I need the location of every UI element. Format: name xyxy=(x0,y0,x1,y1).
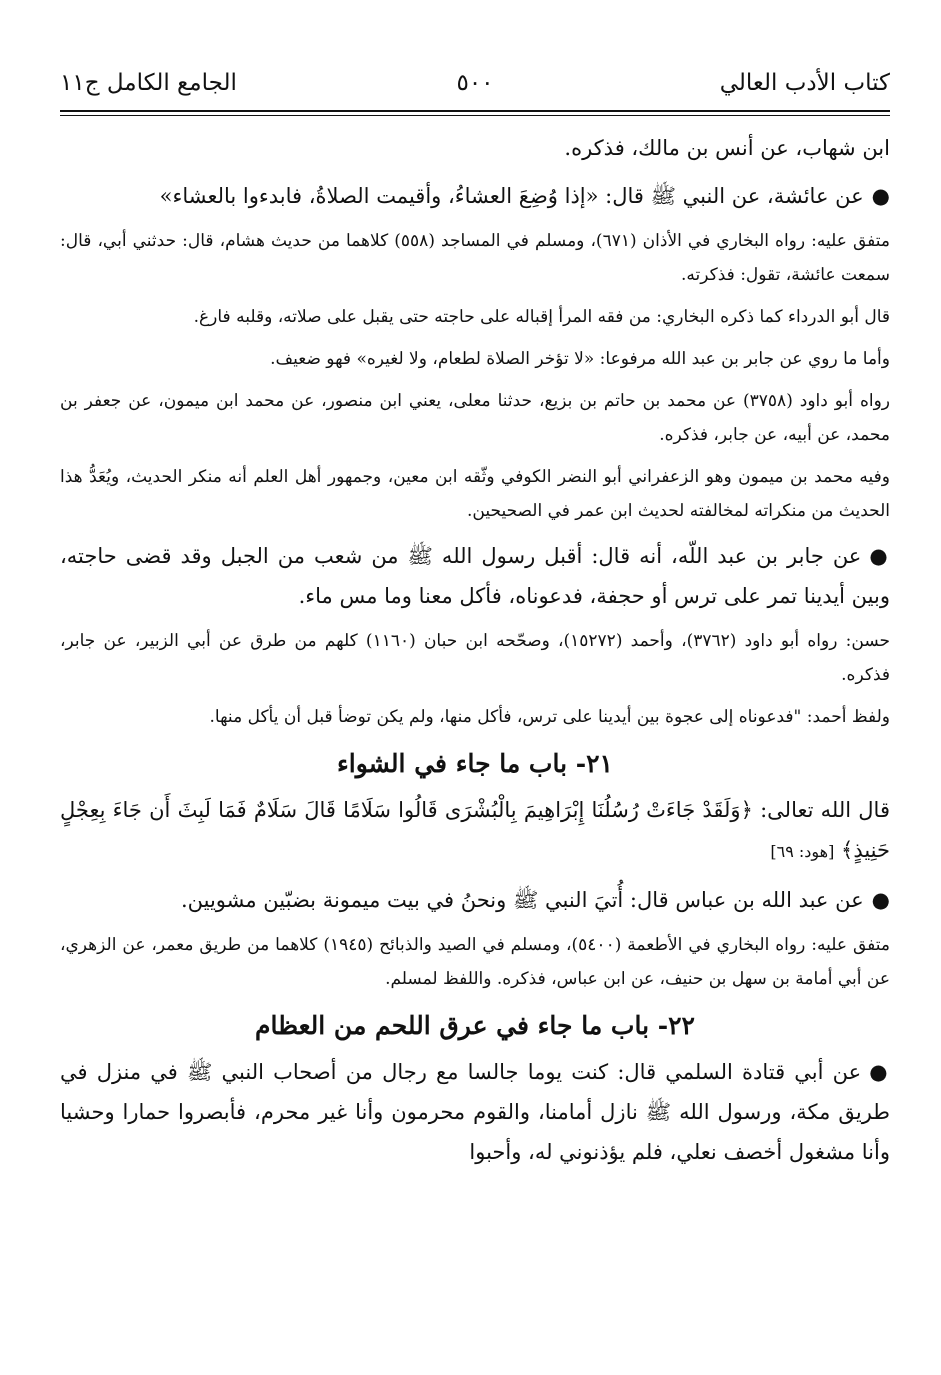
volume-title: الجامع الكامل ج١١ xyxy=(60,70,237,96)
note-paragraph: وأما ما روي عن جابر بن عبد الله مرفوعا: «لا تؤخر الصلاة لطعام، ولا لغيره» فهو ضعيف. xyxy=(270,349,890,369)
bullet-icon: ● xyxy=(871,184,890,208)
header-rule-thin xyxy=(60,115,890,116)
book-title: كتاب الأدب العالي xyxy=(719,70,890,96)
hadith-text: عن أبي قتادة السلمي قال: كنت يوما جالسا مع رجال من أصحاب النبي ﷺ في منزل في طريق مكة، ورسول الله ﷺ نازل أمامنا، والقوم محرمون وأنا غير محرم، فأبصروا حمارا وحشيا وأنا مشغول أخصف نعلي، فلم يؤذنوني له، وأحبوا xyxy=(60,1060,890,1164)
page-header xyxy=(60,62,890,102)
note-paragraph: حسن: رواه أبو داود (٣٧٦٢)، وأحمد (١٥٢٧٢)، وصحّحه ابن حبان (١١٦٠) كلهم من طرق عن أبي الزبير، عن جابر، فذكره. xyxy=(60,631,890,685)
note-paragraph: رواه أبو داود (٣٧٥٨) عن محمد بن حاتم بن بزيع، حدثنا معلى، يعني ابن منصور، عن محمد ابن ميمون، عن جعفر بن محمد، عن أبيه، عن جابر، فذكره. xyxy=(60,391,890,445)
bullet-icon: ● xyxy=(869,544,890,568)
verse-text: قال الله تعالى: ﴿وَلَقَدْ جَاءَتْ رُسُلُنَا إِبْرَاهِيمَ بِالْبُشْرَى قَالُوا سَلَامًا قَالَ سَلَامٌ فَمَا لَبِثَ أَن جَاءَ بِعِجْلٍ حَنِيذٍ﴾ xyxy=(60,798,890,862)
bullet-icon: ● xyxy=(871,888,890,912)
hadith-paragraph xyxy=(60,536,890,616)
note-paragraph: وفيه محمد بن ميمون وهو الزعفراني أبو النضر الكوفي وثّقه ابن معين، وجمهور أهل العلم أنه منكر الحديث، ويُعَدُّ هذا الحديث من منكراته لمخالفته لحديث ابن عمر في الصحيحين. xyxy=(60,467,890,521)
hadith-paragraph xyxy=(60,1052,890,1172)
hadith-paragraph xyxy=(60,880,890,920)
hadith-text: عن عبد الله بن عباس قال: أُتيَ النبي ﷺ ونحنُ في بيت ميمونة بضبّين مشويين. xyxy=(180,888,864,912)
header-rule-thick xyxy=(60,110,890,112)
page-number: ٥٠٠ xyxy=(456,70,494,96)
note-paragraph: متفق عليه: رواه البخاري في الأطعمة (٥٤٠٠)، ومسلم في الصيد والذبائح (١٩٤٥) كلاهما من طريق معمر، عن الزهري، عن أبي أمامة بن سهل بن حنيف، عن ابن عباس، فذكره. واللفظ لمسلم. xyxy=(60,935,891,989)
verse-paragraph xyxy=(60,790,890,872)
page-content xyxy=(60,128,890,1172)
note-paragraph: ولفظ أحمد: "فدعوناه إلى عجوة بين أيدينا على ترس، فأكل منها، ولم يكن توضأ قبل أن يأكل منها. xyxy=(209,707,890,727)
verse-source: [هود: ٦٩] xyxy=(770,842,835,861)
book-page xyxy=(60,0,890,1375)
paragraph: ابن شهاب، عن أنس بن مالك، فذكره. xyxy=(564,136,890,160)
section-heading: ٢١- باب ما جاء في الشواء xyxy=(337,749,613,778)
section-heading: ٢٢- باب ما جاء في عرق اللحم من العظام xyxy=(255,1011,695,1040)
hadith-paragraph xyxy=(60,176,890,216)
note-paragraph: قال أبو الدرداء كما ذكره البخاري: من فقه المرأ إقباله على حاجته حتى يقبل على صلاته، وقلبه فارغ. xyxy=(193,307,890,327)
hadith-text: عن جابر بن عبد اللّه، أنه قال: أقبل رسول الله ﷺ من شعب من الجبل وقد قضى حاجته، وبين أيدينا تمر على ترس أو حجفة، فدعوناه، فأكل معنا وما مس ماء. xyxy=(60,544,890,608)
note-paragraph: متفق عليه: رواه البخاري في الأذان (٦٧١)، ومسلم في المساجد (٥٥٨) كلاهما من حديث هشام، قال: حدثني أبي، قال: سمعت عائشة، تقول: فذكرته. xyxy=(60,231,890,285)
bullet-icon: ● xyxy=(869,1060,891,1084)
hadith-text: عن عائشة، عن النبي ﷺ قال: «إذا وُضِعَ العشاءُ، وأقيمت الصلاةُ، فابدءوا بالعشاء» xyxy=(159,184,864,208)
